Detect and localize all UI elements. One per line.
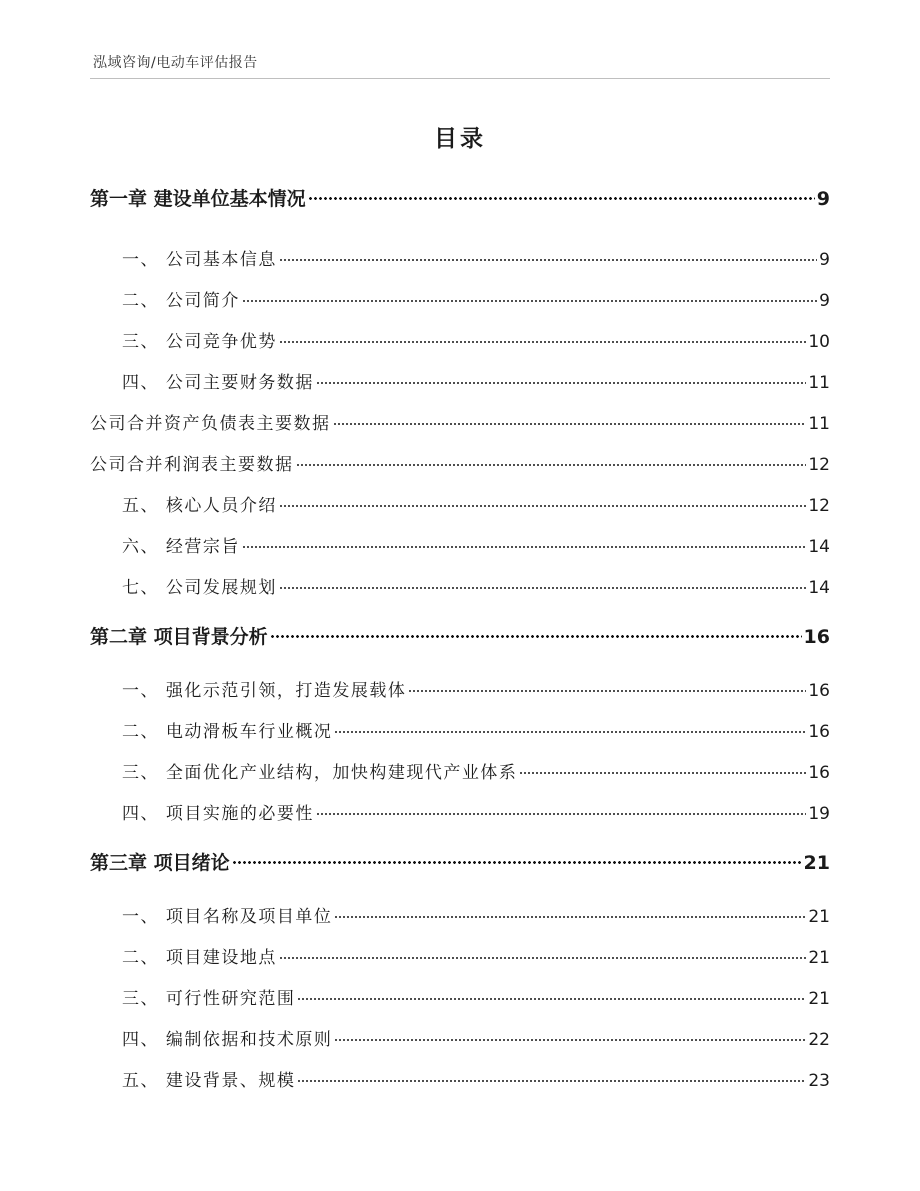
toc-chapter-2[interactable] (90, 622, 830, 649)
toc-entry-page: 9 (819, 291, 830, 311)
toc-entry-label: 四、 编制依据和技术原则 (122, 1030, 333, 1050)
toc-entry[interactable] (90, 573, 830, 598)
dot-leader (279, 956, 806, 960)
toc-entry-label: 一、 项目名称及项目单位 (122, 907, 333, 927)
toc-entry-label: 一、 公司基本信息 (122, 250, 277, 270)
toc-entry-page: 14 (808, 537, 830, 557)
toc-entry-page: 21 (803, 852, 830, 874)
toc-entry-label: 二、 项目建设地点 (122, 948, 277, 968)
dot-leader (408, 689, 806, 693)
toc-entry-page: 10 (808, 332, 830, 352)
dot-leader (519, 771, 806, 775)
toc-entry[interactable] (90, 286, 830, 311)
running-header: 泓域咨询/电动车评估报告 (93, 55, 258, 71)
toc-entry-page: 22 (808, 1030, 830, 1050)
dot-leader (334, 1038, 806, 1042)
toc-entry[interactable] (90, 450, 830, 475)
toc-entry[interactable] (90, 409, 830, 434)
toc-entry-label: 五、 建设背景、规模 (122, 1071, 296, 1091)
toc-entry-page: 23 (808, 1071, 830, 1091)
dot-leader (297, 1079, 806, 1083)
toc-chapter-3[interactable] (90, 848, 830, 875)
toc-entry-page: 19 (808, 804, 830, 824)
toc-entry-label: 一、 强化示范引领，打造发展载体 (122, 681, 407, 701)
dot-leader (270, 634, 802, 639)
dot-leader (296, 463, 807, 467)
dot-leader (232, 860, 802, 865)
toc-entry-label: 三、 公司竞争优势 (122, 332, 277, 352)
toc-entry-label: 三、 全面优化产业结构，加快构建现代产业体系 (122, 763, 518, 783)
dot-leader (242, 299, 817, 303)
toc-entry-page: 16 (803, 626, 830, 648)
toc-entry-page: 12 (808, 496, 830, 516)
toc-entry-page: 16 (808, 763, 830, 783)
toc-entry-label: 六、 经营宗旨 (122, 537, 240, 557)
toc-entry-page: 21 (808, 948, 830, 968)
toc-chapter-1[interactable] (90, 184, 830, 211)
header-rule (90, 78, 830, 79)
toc-entry-label: 四、 项目实施的必要性 (122, 804, 314, 824)
toc-entry-label: 二、 公司简介 (122, 291, 240, 311)
toc-entry[interactable] (90, 717, 830, 742)
dot-leader (316, 381, 806, 385)
toc-entry-label: 第一章 建设单位基本情况 (90, 188, 306, 210)
toc-entry[interactable] (90, 532, 830, 557)
dot-leader (279, 586, 806, 590)
toc-entry-page: 12 (808, 455, 830, 475)
toc-title: 目录 (434, 126, 486, 152)
toc-entry[interactable] (90, 902, 830, 927)
toc-entry-label: 七、 公司发展规划 (122, 578, 277, 598)
toc-entry-page: 11 (808, 414, 830, 434)
toc-entry-label: 公司合并资产负债表主要数据 (90, 414, 331, 434)
toc-entry-page: 9 (819, 250, 830, 270)
dot-leader (334, 915, 806, 919)
toc-entry-page: 21 (808, 989, 830, 1009)
toc-entry-label: 公司合并利润表主要数据 (90, 455, 294, 475)
toc-entry[interactable] (90, 676, 830, 701)
dot-leader (279, 504, 806, 508)
toc-entry-page: 16 (808, 681, 830, 701)
toc-entry-page: 11 (808, 373, 830, 393)
toc-entry[interactable] (90, 368, 830, 393)
toc-entry[interactable] (90, 491, 830, 516)
toc-entry-page: 21 (808, 907, 830, 927)
toc-entry-label: 二、 电动滑板车行业概况 (122, 722, 333, 742)
toc-entry[interactable] (90, 758, 830, 783)
toc-entry-label: 三、 可行性研究范围 (122, 989, 296, 1009)
toc-entry-label: 五、 核心人员介绍 (122, 496, 277, 516)
toc-entry[interactable] (90, 943, 830, 968)
toc-entry-label: 四、 公司主要财务数据 (122, 373, 314, 393)
toc-entry-label: 第三章 项目绪论 (90, 852, 230, 874)
dot-leader (334, 730, 806, 734)
toc-entry-page: 16 (808, 722, 830, 742)
toc-entry-label: 第二章 项目背景分析 (90, 626, 268, 648)
dot-leader (333, 422, 807, 426)
toc-entry[interactable] (90, 1025, 830, 1050)
dot-leader (279, 340, 806, 344)
toc-entry[interactable] (90, 327, 830, 352)
toc-entry[interactable] (90, 799, 830, 824)
dot-leader (297, 997, 806, 1001)
dot-leader (316, 812, 806, 816)
toc-entry-page: 9 (816, 188, 830, 210)
toc-entry-page: 14 (808, 578, 830, 598)
toc-entry[interactable] (90, 1066, 830, 1091)
dot-leader (308, 196, 815, 201)
toc-entry[interactable] (90, 984, 830, 1009)
dot-leader (242, 545, 806, 549)
dot-leader (279, 258, 817, 262)
toc-entry[interactable] (90, 245, 830, 270)
